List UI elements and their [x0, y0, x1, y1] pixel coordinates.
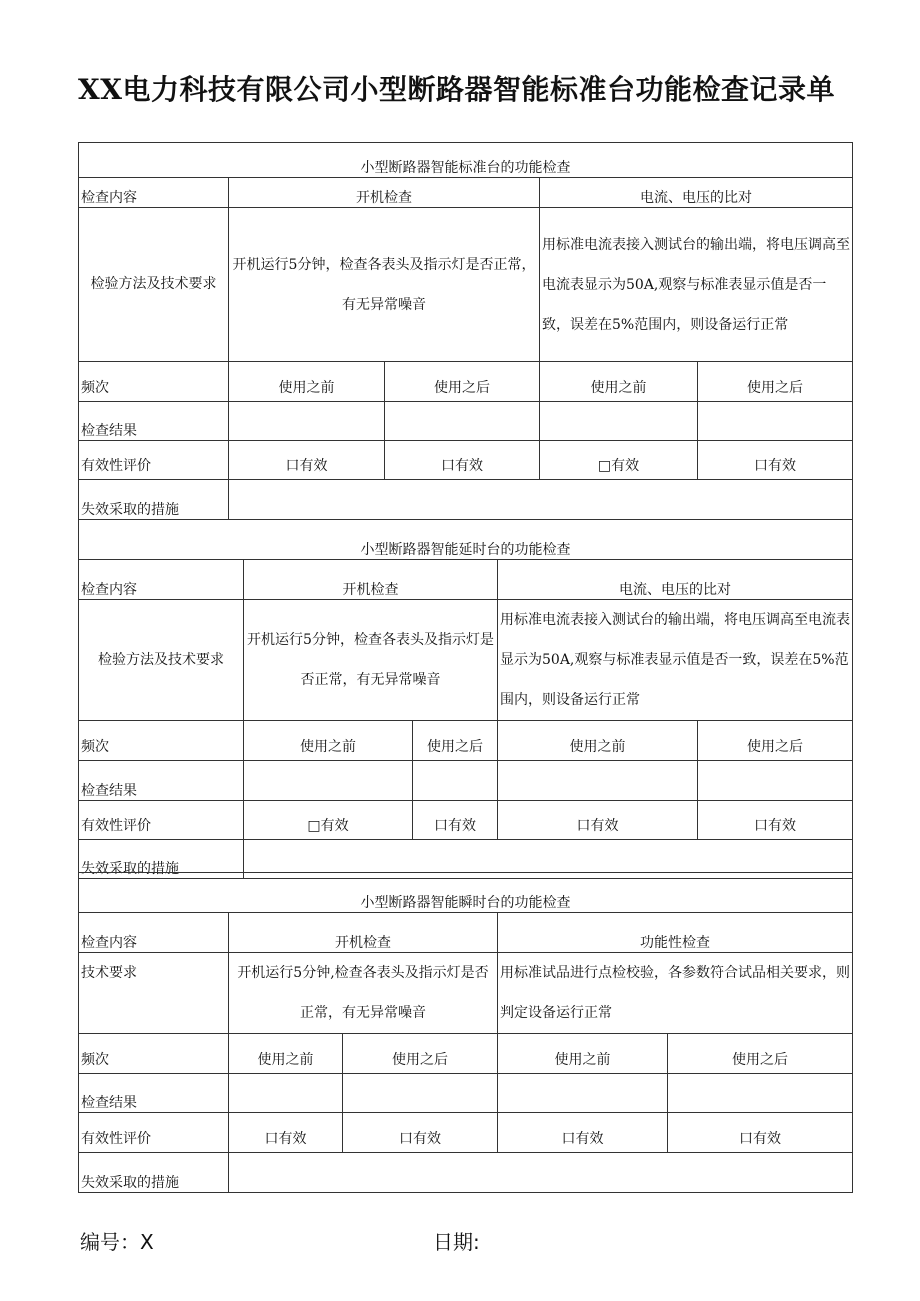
result-cell[interactable] [498, 761, 698, 801]
validity-checkbox[interactable]: □有效 [244, 801, 413, 840]
freq-after: 使用之后 [343, 1034, 498, 1074]
startup-check-desc: 开机运行5分钟，检查各表头及指示灯是否正常，有无异常噪音 [244, 600, 498, 721]
tech-requirement-label: 技术要求 [79, 953, 229, 1034]
validity-label: 有效性评价 [79, 1113, 229, 1153]
frequency-label: 频次 [79, 721, 244, 761]
validity-checkbox[interactable]: 口有效 [668, 1113, 853, 1153]
result-label: 检查结果 [79, 1074, 229, 1113]
freq-before: 使用之前 [498, 721, 698, 761]
result-cell[interactable] [385, 402, 540, 441]
frequency-label: 频次 [79, 362, 229, 402]
validity-checkbox[interactable]: □有效 [540, 441, 698, 480]
validity-checkbox[interactable]: 口有效 [385, 441, 540, 480]
result-label: 检查结果 [79, 761, 244, 801]
result-cell[interactable] [229, 1074, 343, 1113]
content-label: 检查内容 [79, 560, 244, 600]
result-cell[interactable] [413, 761, 498, 801]
measure-cell[interactable] [229, 480, 853, 520]
document-number: 编号：X [80, 1230, 154, 1254]
measure-label: 失效采取的措施 [79, 480, 229, 520]
form-title: XX电力科技有限公司小型断路器智能标准台功能检查记录单 [78, 73, 835, 106]
result-cell[interactable] [244, 761, 413, 801]
check-title-startup: 开机检查 [229, 913, 498, 953]
validity-checkbox[interactable]: 口有效 [229, 441, 385, 480]
validity-checkbox[interactable]: 口有效 [229, 1113, 343, 1153]
freq-before: 使用之前 [229, 362, 385, 402]
method-label: 检验方法及技术要求 [79, 208, 229, 362]
check-title-functional: 功能性检查 [498, 913, 853, 953]
freq-after: 使用之后 [668, 1034, 853, 1074]
freq-before: 使用之前 [229, 1034, 343, 1074]
result-cell[interactable] [698, 761, 853, 801]
frequency-label: 频次 [79, 1034, 229, 1074]
section-header: 小型断路器智能瞬时台的功能检查 [79, 873, 853, 913]
section-instant-bench [78, 872, 853, 1193]
measure-label: 失效采取的措施 [79, 840, 244, 879]
validity-checkbox[interactable]: 口有效 [498, 1113, 668, 1153]
validity-label: 有效性评价 [79, 441, 229, 480]
validity-checkbox[interactable]: 口有效 [343, 1113, 498, 1153]
measure-cell[interactable] [229, 1153, 853, 1193]
section-standard-bench [78, 142, 853, 520]
content-label: 检查内容 [79, 913, 229, 953]
result-label: 检查结果 [79, 402, 229, 441]
validity-checkbox[interactable]: 口有效 [698, 801, 853, 840]
result-cell[interactable] [668, 1074, 853, 1113]
freq-after: 使用之后 [413, 721, 498, 761]
method-label: 检验方法及技术要求 [79, 600, 244, 721]
freq-before: 使用之前 [540, 362, 698, 402]
check-title-comparison: 电流、电压的比对 [540, 178, 853, 208]
document-date: 日期: [433, 1230, 480, 1254]
startup-check-desc: 开机运行5分钟，检查各表头及指示灯是否正常，有无异常噪音 [229, 208, 540, 362]
comparison-check-desc: 用标准电流表接入测试台的输出端，将电压调高至电流表显示为50A,观察与标准表显示值是否一致，误差在5%范围内，则设备运行正常 [498, 600, 853, 721]
section-header: 小型断路器智能延时台的功能检查 [79, 520, 853, 560]
freq-after: 使用之后 [698, 362, 853, 402]
check-title-startup: 开机检查 [229, 178, 540, 208]
result-cell[interactable] [343, 1074, 498, 1113]
freq-after: 使用之后 [385, 362, 540, 402]
validity-checkbox[interactable]: 口有效 [698, 441, 853, 480]
validity-checkbox[interactable]: 口有效 [498, 801, 698, 840]
validity-checkbox[interactable]: 口有效 [413, 801, 498, 840]
validity-label: 有效性评价 [79, 801, 244, 840]
freq-after: 使用之后 [698, 721, 853, 761]
functional-check-desc: 用标准试品进行点检校验，各参数符合试品相关要求，则判定设备运行正常 [498, 953, 853, 1034]
freq-before: 使用之前 [498, 1034, 668, 1074]
freq-before: 使用之前 [244, 721, 413, 761]
result-cell[interactable] [540, 402, 698, 441]
result-cell[interactable] [698, 402, 853, 441]
measure-label: 失效采取的措施 [79, 1153, 229, 1193]
section-header: 小型断路器智能标准台的功能检查 [79, 143, 853, 178]
comparison-check-desc: 用标准电流表接入测试台的输出端，将电压调高至电流表显示为50A,观察与标准表显示值是否一致，误差在5%范围内，则设备运行正常 [540, 208, 853, 362]
result-cell[interactable] [229, 402, 385, 441]
check-title-comparison: 电流、电压的比对 [498, 560, 853, 600]
check-title-startup: 开机检查 [244, 560, 498, 600]
content-label: 检查内容 [79, 178, 229, 208]
result-cell[interactable] [498, 1074, 668, 1113]
startup-check-desc: 开机运行5分钟,检查各表头及指示灯是否正常，有无异常噪音 [229, 953, 498, 1034]
section-delay-bench [78, 519, 853, 879]
